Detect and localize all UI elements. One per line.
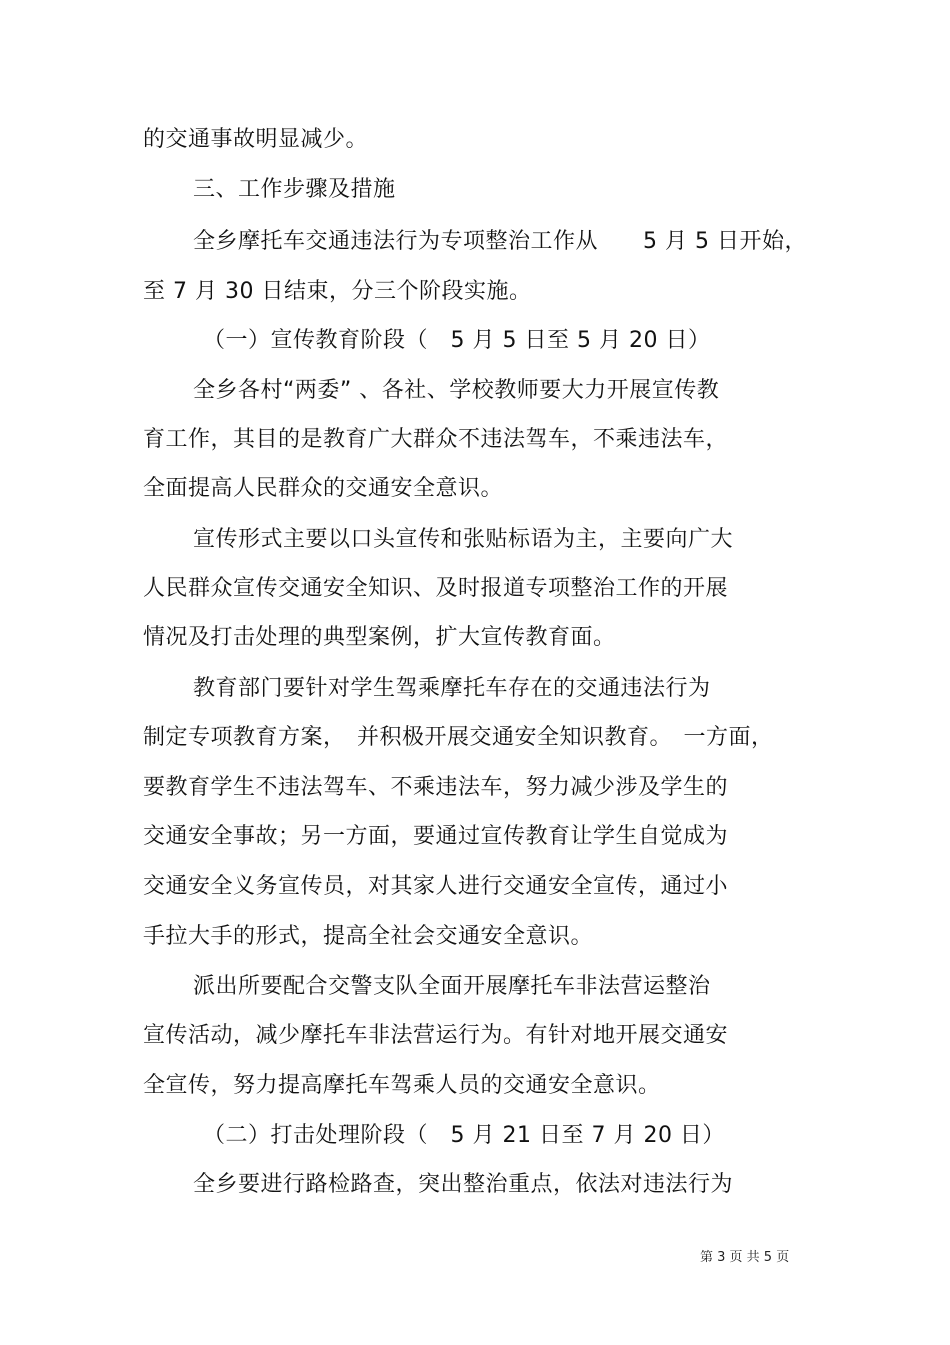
paragraph-line: 全乡要进行路检路查，突出整治重点，依法对违法行为 [193, 1172, 734, 1197]
paragraph-line: 情况及打击处理的典型案例，扩大宣传教育面。 [143, 625, 616, 650]
paragraph-line: 教育部门要针对学生驾乘摩托车存在的交通违法行为 [193, 676, 711, 701]
paragraph-line: 人民群众宣传交通安全知识、及时报道专项整治工作的开展 [143, 576, 729, 601]
paragraph-line: 宣传形式主要以口头宣传和张贴标语为主，主要向广大 [193, 527, 734, 552]
paragraph-line: 手拉大手的形式，提高全社会交通安全意识。 [143, 924, 594, 949]
paragraph-line: 宣传活动，减少摩托车非法营运行为。有针对地开展交通安 [143, 1023, 729, 1048]
paragraph-line: 全面提高人民群众的交通安全意识。 [143, 476, 504, 501]
paragraph-line: 交通安全义务宣传员，对其家人进行交通安全宣传，通过小 [143, 874, 729, 899]
subsection-heading: （一）宣传教育阶段（ 5 月 5 日至 5 月 20 日） [203, 328, 711, 353]
paragraph-line: 交通安全事故；另一方面，要通过宣传教育让学生自觉成为 [143, 824, 729, 849]
paragraph-line: 全宣传，努力提高摩托车驾乘人员的交通安全意识。 [143, 1073, 661, 1098]
page-number: 第 3 页 共 5 页 [700, 1250, 790, 1265]
paragraph-line: 全乡各村“两委” 、各社、学校教师要大力开展宣传教 [193, 378, 720, 403]
paragraph-line: 要教育学生不违法驾车、不乘违法车，努力减少涉及学生的 [143, 775, 729, 800]
paragraph-line: 至 7 月 30 日结束，分三个阶段实施。 [143, 279, 532, 304]
paragraph-line: 的交通事故明显减少。 [143, 127, 369, 152]
paragraph-line: 制定专项教育方案， 并积极开展交通安全知识教育。 一方面， [143, 725, 774, 750]
section-heading: 三、工作步骤及措施 [193, 177, 396, 202]
subsection-heading: （二）打击处理阶段（ 5 月 21 日至 7 月 20 日） [203, 1123, 725, 1148]
paragraph-line: 育工作，其目的是教育广大群众不违法驾车，不乘违法车， [143, 427, 729, 452]
paragraph-line: 全乡摩托车交通违法行为专项整治工作从 5 月 5 日开始， [193, 229, 807, 254]
paragraph-line: 派出所要配合交警支队全面开展摩托车非法营运整治 [193, 974, 711, 999]
